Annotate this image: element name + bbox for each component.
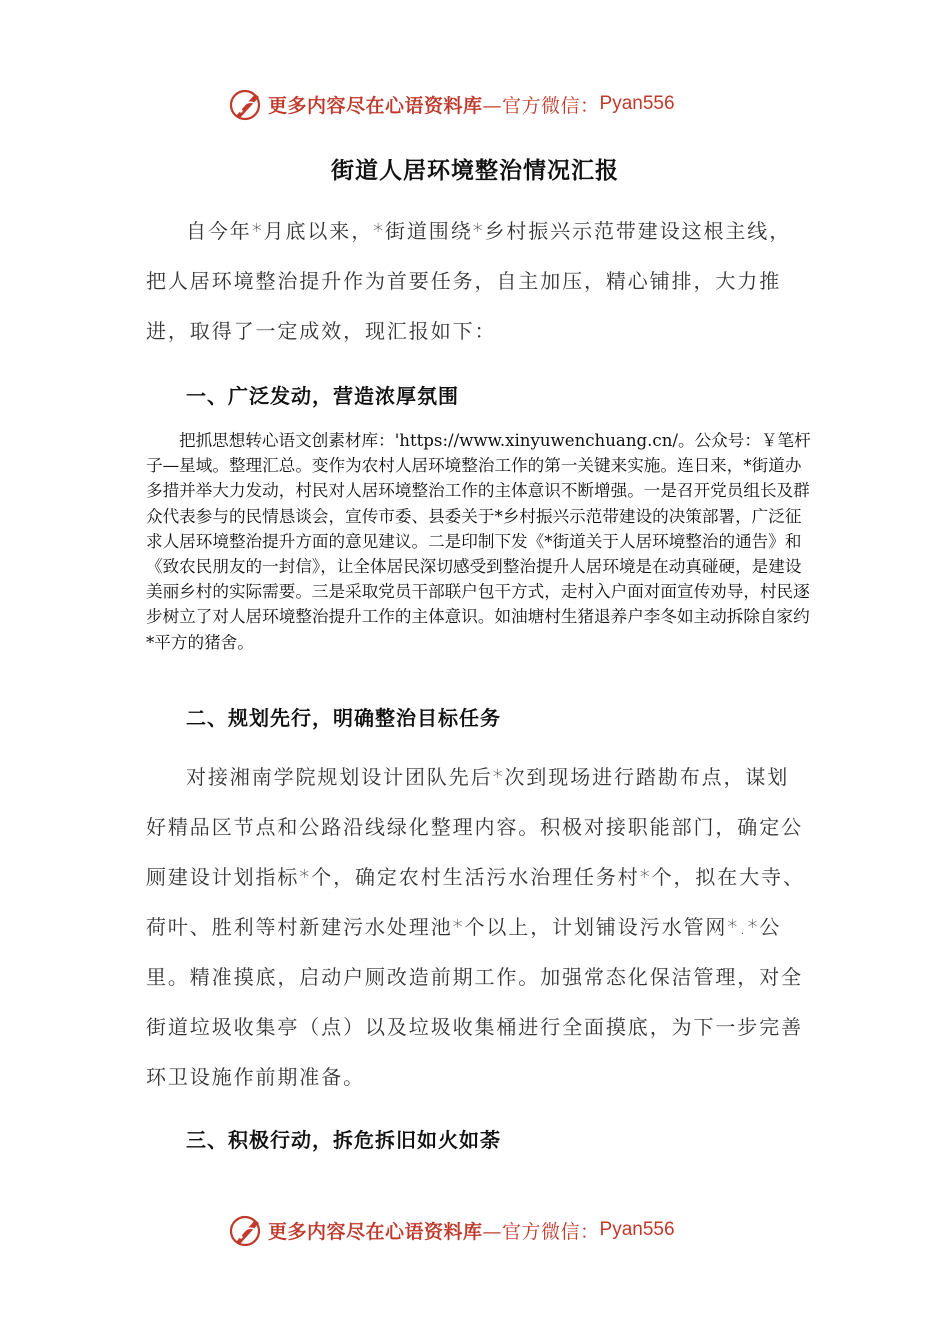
watermark-separator: —官方微信： (482, 94, 600, 117)
watermark-text: 更多内容尽在心语资料库 (268, 94, 483, 117)
watermark-wechat-id: Pyan556 (599, 93, 675, 114)
watermark-header (228, 84, 675, 124)
section-3-heading: 三、积极行动，拆危拆旧如火如荼 (186, 1128, 501, 1152)
section-1-heading: 一、广泛发动，营造浓厚氛围 (186, 384, 459, 408)
watermark-text: 更多内容尽在心语资料库 (268, 1220, 483, 1243)
pen-logo-icon (228, 1212, 264, 1248)
pen-logo-icon (228, 86, 264, 122)
watermark-wechat-id: Pyan556 (599, 1219, 675, 1240)
intro-paragraph: 自今年*月底以来，*街道围绕*乡村振兴示范带建设这根主线，把人居环境整治提升作为首要任务，自主加压，精心铺排，大力推进，取得了一定成效，现汇报如下： (146, 219, 792, 343)
section-1-paragraph: 把抓思想转心语文创素材库：'https://www.xinyuwenchuang.cn/。公众号：￥笔杆子—星域。整理汇总。变作为农村人居环境整治工作的第一关键来实施。连日来，*街道办多措并举大力发动，村民对人居环境整治工作的主体意识不断增强。一是召开党员组长及群众代表参与的民情恳谈会，宣传市委、县委关于*乡村振兴示范带建设的决策部署，广泛征求人居环境整治提升方面的意见建议。二是印制下发《*街道关于人居环境整治的通告》和《致农民朋友的一封信》，让全体居民深切感受到整治提升人居环境是在动真碰硬，是建设美丽乡村的实际需要。三是采取党员干部联户包干方式，走村入户面对面宣传劝导，村民逐步树立了对人居环境整治提升工作的主体意识。如油塘村生猪退养户李冬如主动拆除自家约*平方的猪舍。 (146, 431, 811, 652)
document-title: 街道人居环境整治情况汇报 (331, 157, 619, 184)
section-2-paragraph: 对接湘南学院规划设计团队先后*次到现场进行踏勘布点，谋划好精品区节点和公路沿线绿化整理内容。积极对接职能部门，确定公厕建设计划指标*个，确定农村生活污水治理任务村*个，拟在大寺、荷叶、胜利等村新建污水处理池*个以上，计划铺设污水管网*.*公里。精准摸底，启动户厕改造前期工作。加强常态化保洁管理，对全街道垃圾收集亭（点）以及垃圾收集桶进行全面摸底，为下一步完善环卫设施作前期准备。 (146, 765, 805, 1089)
section-2-heading: 二、规划先行，明确整治目标任务 (186, 706, 501, 730)
watermark-footer (228, 1210, 675, 1250)
watermark-separator: —官方微信： (482, 1220, 600, 1243)
